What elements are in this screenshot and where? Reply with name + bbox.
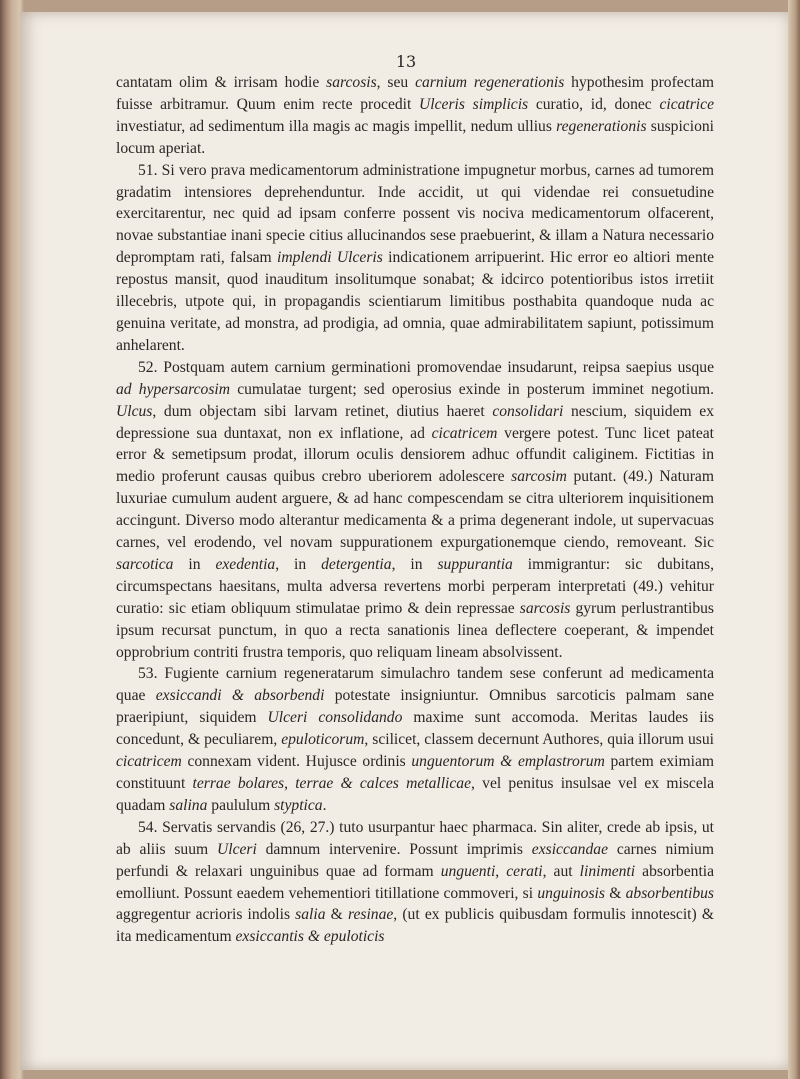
paragraph-p-52 — [116, 357, 714, 664]
text-run: in — [173, 555, 216, 573]
text-run: 51. Si vero prava medicamentorum administratione impugnetur morbus, carnes ad tumorem gradatim intensiores deprehenduntur. Inde accidit, ut qui videndae rei consuetudine exercitarentur, nec quid ad ipsam conferre possent vis nociva medicamentorum olfacerent, novae substantiae inani specie citius allucinandos sese praebuerint, & illam a Natura necessario depromptam rati, falsam — [116, 161, 714, 267]
paragraph-p-54 — [116, 817, 714, 948]
italic-term: unguinosis — [537, 884, 605, 902]
italic-term: styptica — [274, 796, 323, 814]
page-edge — [788, 0, 800, 1079]
italic-term: Ulceri — [216, 840, 257, 858]
text-run: cantatam olim & irrisam hodie — [116, 74, 327, 91]
text-run: , — [495, 862, 507, 880]
text-run: hypothesim profectam fuisse arbitramur. Quum enim recte procedit — [116, 74, 715, 113]
italic-term: salina — [169, 796, 208, 814]
text-run: maxime sunt accomoda. Meritas laudes iis concedunt, & peculiarem, — [116, 709, 714, 749]
italic-term: Ulceris simplicis — [419, 95, 529, 113]
text-run: putant. (49.) Naturam luxuriae cumulum audent arguere, & ad hanc compescendam se citra ulteriorem inquisitionem accingunt. Diverso modo alterantur medicamenta & a prima degenerant indole, ut supervacuas carnes, vel erodendo, vel novam suppurationem expurgationemque ciendo, removeant. Sic — [116, 468, 714, 552]
italic-term: cerati — [506, 862, 543, 880]
text-run: . — [322, 796, 327, 814]
text-run: gyrum perlustrantibus ipsum recursat punctum, in quo a recta sanationis linea deflectere coeperant, & impendet opprobrium contriti frustra temporis, quo reliquam lineam absolvissent. — [116, 599, 714, 661]
text-run: & — [325, 906, 348, 924]
italic-term: detergentia — [321, 555, 392, 573]
paragraph-p-intro — [116, 72, 714, 160]
text-run: indicationem arripuerint. Hic error eo altiori mente repostus mansit, quod inauditum insolitumque sonabat; & idcirco potentioribus istos irretiit illecebris, utpote qui, in propagandis scientiarum limitibus posthabita quandoque nuda ac genuina veritate, ad monstra, ad prodigia, ad omnia, quae admirabilitatem sapiunt, potissimum anhelarent. — [116, 249, 715, 354]
italic-term: cicatricem — [431, 424, 498, 442]
text-run: 54. Servatis servandis (26, 27.) tuto usurpantur haec pharmaca. Sin aliter, crede ab ipsis, ut ab aliis suum — [116, 818, 714, 858]
text-run: , — [284, 775, 296, 792]
text-run: 53. Fugiente carnium regeneratarum simulachro tandem sese conferunt ad medicamenta quae — [116, 665, 714, 705]
paragraph-p-51 — [116, 160, 714, 357]
text-run: , scilicet, classem decernunt Authores, quia illorum usui — [364, 731, 715, 749]
text-run: paululum — [207, 796, 275, 814]
italic-term: exsiccandae — [531, 840, 608, 858]
italic-term: exsiccantis & epuloticis — [235, 928, 385, 946]
italic-term: regenerationis — [556, 117, 647, 135]
italic-term: salia — [295, 906, 326, 924]
italic-term: cicatrice — [659, 95, 714, 113]
text-run: suspicioni locum aperiat. — [116, 117, 714, 157]
italic-term: sarcosim — [511, 468, 567, 486]
text-run: damnum intervenire. Possunt imprimis — [256, 840, 532, 858]
italic-term: absorbentibus — [625, 884, 714, 902]
text-run: , vel penitus insulsae vel ex miscela quadam — [116, 775, 715, 814]
text-run: , in — [391, 555, 438, 573]
italic-term: unguentorum & emplastrorum — [411, 753, 605, 771]
text-run: & — [604, 884, 626, 902]
text-run: investiatur, ad sedimentum illa magis ac magis impellit, nedum ullius — [116, 117, 557, 135]
page-number: 13 — [395, 52, 417, 71]
text-run: immigrantur: sic dubitans, circumspectans haesitans, multa adversa revertens morbi perperam interpretati (49.) vehitur curatio: sic etiam obliquum stimulatae primo & dein repressae — [116, 555, 714, 617]
text-run: potestate insigniuntur. Omnibus sarcoticis palmam sane praeripiunt, siquidem — [116, 687, 714, 727]
italic-term: linimenti — [579, 862, 636, 880]
italic-term: sarcosis — [519, 599, 571, 617]
italic-term: unguenti — [440, 862, 496, 880]
italic-term: resinae — [347, 906, 394, 924]
text-run: absorbentia emolliunt. Possunt eaedem vehementiori titillatione commoveri, si — [116, 862, 715, 902]
italic-term: sarcosis — [326, 74, 377, 91]
italic-term: exsiccandi & absorbendi — [155, 687, 325, 705]
text-run: carnes nimium perfundi & relaxari unguinibus quae ad formam — [116, 840, 714, 880]
italic-term: suppurantia — [437, 555, 513, 573]
text-run: , dum objectam sibi larvam retinet, diutius haeret — [152, 402, 493, 420]
italic-term: terrae & calces metallicae — [295, 775, 472, 792]
italic-term: Ulceri consolidando — [267, 709, 403, 727]
text-run: aggregentur acrioris indolis — [116, 906, 296, 924]
text-run: nescium, siquidem ex depressione sua duntaxat, non ex inflatione, ad — [116, 402, 715, 442]
text-run: , in — [275, 555, 322, 573]
text-run: , (ut ex publicis quibusdam formulis innotescit) & ita medicamentum — [116, 906, 714, 946]
text-run: cumulatae turgent; sed operosius exinde in posterum imminet negotium. — [230, 380, 714, 398]
text-run: , aut — [542, 862, 580, 880]
paragraph-p-53 — [116, 663, 714, 816]
text-run: vergere potest. Tunc licet pateat error & semetipsum prodat, illorum oculis densiorem adhuc offundit caliginem. Fictitias in medio proferunt causas quibus crebro uberiorem adolescere — [116, 424, 714, 486]
italic-term: cicatricem — [116, 753, 182, 771]
italic-term: Ulcus — [116, 402, 153, 420]
italic-term: consolidari — [492, 402, 564, 420]
italic-term: epuloticorum — [281, 731, 365, 749]
italic-term: ad hypersarcosim — [116, 380, 231, 398]
text-run: connexam vident. Hujusce ordinis — [181, 753, 412, 771]
text-run: curatio, id, donec — [528, 95, 660, 113]
italic-term: carnium regenerationis — [415, 74, 565, 91]
text-run: partem eximiam constituunt — [116, 753, 715, 792]
body-text — [116, 72, 714, 948]
italic-term: implendi Ulceris — [277, 249, 383, 267]
italic-term: sarcotica — [116, 555, 174, 573]
text-run: , seu — [376, 74, 416, 91]
italic-term: exedentia — [215, 555, 276, 573]
text-run: 52. Postquam autem carnium germinationi promovendae insudarunt, reipsa saepius usque — [138, 358, 714, 376]
italic-term: terrae bolares — [192, 775, 285, 792]
